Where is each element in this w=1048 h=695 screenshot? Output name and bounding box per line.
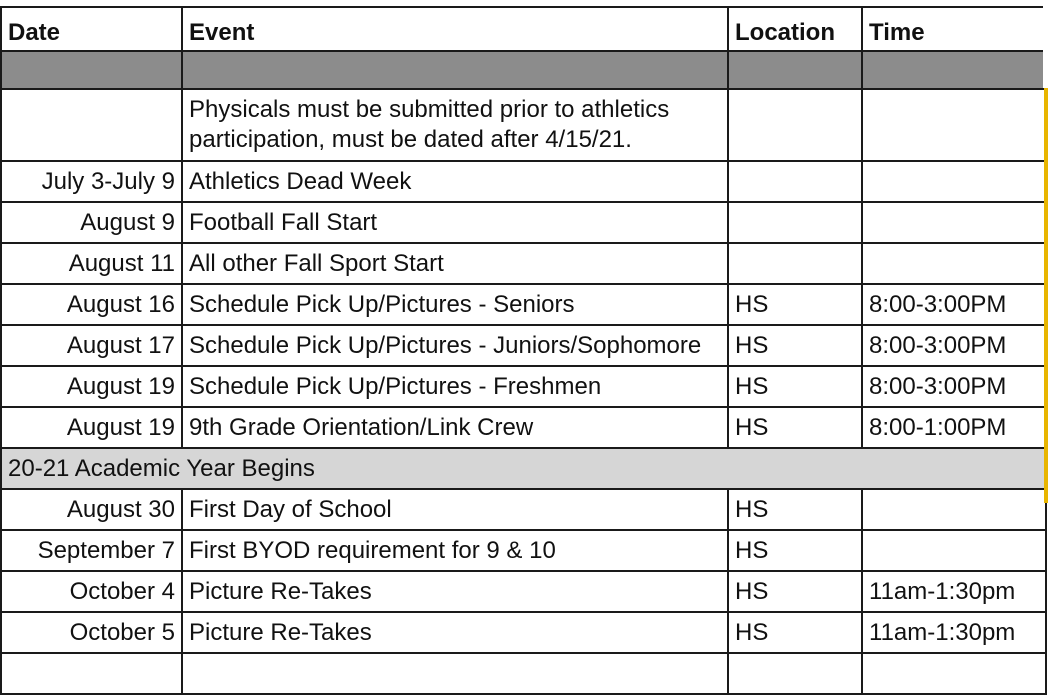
time-cell[interactable]: 8:00-3:00PM bbox=[862, 284, 1046, 325]
notice-time-cell[interactable] bbox=[862, 89, 1046, 161]
location-cell[interactable]: HS bbox=[728, 407, 862, 448]
event-cell[interactable]: 9th Grade Orientation/Link Crew bbox=[182, 407, 728, 448]
column-header-location[interactable]: Location bbox=[728, 7, 862, 51]
section-title[interactable]: 20-21 Academic Year Begins bbox=[1, 448, 1046, 489]
event-cell[interactable]: Picture Re-Takes bbox=[182, 612, 728, 653]
location-cell[interactable]: HS bbox=[728, 366, 862, 407]
date-cell[interactable]: August 16 bbox=[1, 284, 182, 325]
header-row bbox=[1, 7, 1046, 51]
column-header-event[interactable]: Event bbox=[182, 7, 728, 51]
date-cell[interactable]: August 17 bbox=[1, 325, 182, 366]
time-cell[interactable] bbox=[862, 161, 1046, 202]
table-row bbox=[1, 612, 1046, 653]
table-row bbox=[1, 202, 1046, 243]
location-cell[interactable]: HS bbox=[728, 530, 862, 571]
gray-cell[interactable] bbox=[182, 51, 728, 89]
column-header-date[interactable]: Date bbox=[1, 7, 182, 51]
column-header-time[interactable]: Time bbox=[862, 7, 1046, 51]
time-cell[interactable]: 11am-1:30pm bbox=[862, 571, 1046, 612]
table-row bbox=[1, 571, 1046, 612]
time-cell[interactable]: 8:00-1:00PM bbox=[862, 407, 1046, 448]
event-cell[interactable]: Schedule Pick Up/Pictures - Seniors bbox=[182, 284, 728, 325]
time-cell[interactable] bbox=[862, 243, 1046, 284]
date-cell[interactable]: August 19 bbox=[1, 366, 182, 407]
table-row bbox=[1, 243, 1046, 284]
time-cell[interactable]: 8:00-3:00PM bbox=[862, 366, 1046, 407]
notice-date-cell[interactable] bbox=[1, 89, 182, 161]
notice-cell[interactable]: Physicals must be submitted prior to athletics participation, must be dated after 4/15/21. bbox=[182, 89, 728, 161]
date-cell[interactable]: October 5 bbox=[1, 612, 182, 653]
location-cell[interactable]: HS bbox=[728, 612, 862, 653]
time-cell[interactable]: 8:00-3:00PM bbox=[862, 325, 1046, 366]
section-row bbox=[1, 448, 1046, 489]
location-cell[interactable] bbox=[728, 243, 862, 284]
time-cell[interactable] bbox=[862, 489, 1046, 530]
gray-cell[interactable] bbox=[862, 51, 1046, 89]
event-cell[interactable]: Schedule Pick Up/Pictures - Freshmen bbox=[182, 366, 728, 407]
time-cell[interactable]: 11am-1:30pm bbox=[862, 612, 1046, 653]
yellow-accent-bar bbox=[1044, 88, 1048, 503]
event-cell[interactable]: Athletics Dead Week bbox=[182, 161, 728, 202]
table-row bbox=[1, 366, 1046, 407]
time-cell[interactable] bbox=[862, 530, 1046, 571]
event-cell[interactable]: First Day of School bbox=[182, 489, 728, 530]
date-cell[interactable]: October 4 bbox=[1, 571, 182, 612]
event-cell[interactable]: All other Fall Sport Start bbox=[182, 243, 728, 284]
date-cell[interactable]: August 30 bbox=[1, 489, 182, 530]
location-cell[interactable]: HS bbox=[728, 489, 862, 530]
right-margin bbox=[1043, 0, 1048, 88]
table-row bbox=[1, 407, 1046, 448]
table-row bbox=[1, 284, 1046, 325]
location-cell[interactable]: HS bbox=[728, 571, 862, 612]
gray-cell[interactable] bbox=[728, 51, 862, 89]
date-cell[interactable]: August 9 bbox=[1, 202, 182, 243]
location-cell[interactable] bbox=[728, 161, 862, 202]
gray-band-row bbox=[1, 51, 1046, 89]
location-cell[interactable]: HS bbox=[728, 325, 862, 366]
event-cell[interactable]: First BYOD requirement for 9 & 10 bbox=[182, 530, 728, 571]
table-row bbox=[1, 161, 1046, 202]
table-row bbox=[1, 489, 1046, 530]
date-cell[interactable]: August 11 bbox=[1, 243, 182, 284]
date-cell[interactable]: August 19 bbox=[1, 407, 182, 448]
notice-location-cell[interactable] bbox=[728, 89, 862, 161]
date-cell[interactable]: July 3-July 9 bbox=[1, 161, 182, 202]
time-cell[interactable] bbox=[862, 202, 1046, 243]
event-cell[interactable]: Schedule Pick Up/Pictures - Juniors/Sophomore bbox=[182, 325, 728, 366]
schedule-table bbox=[0, 6, 1047, 695]
notice-row bbox=[1, 89, 1046, 161]
table-row bbox=[1, 530, 1046, 571]
date-cell[interactable]: September 7 bbox=[1, 530, 182, 571]
location-cell[interactable] bbox=[728, 202, 862, 243]
event-cell[interactable]: Picture Re-Takes bbox=[182, 571, 728, 612]
event-cell[interactable]: Football Fall Start bbox=[182, 202, 728, 243]
gray-cell[interactable] bbox=[1, 51, 182, 89]
location-cell[interactable]: HS bbox=[728, 284, 862, 325]
table-row bbox=[1, 325, 1046, 366]
